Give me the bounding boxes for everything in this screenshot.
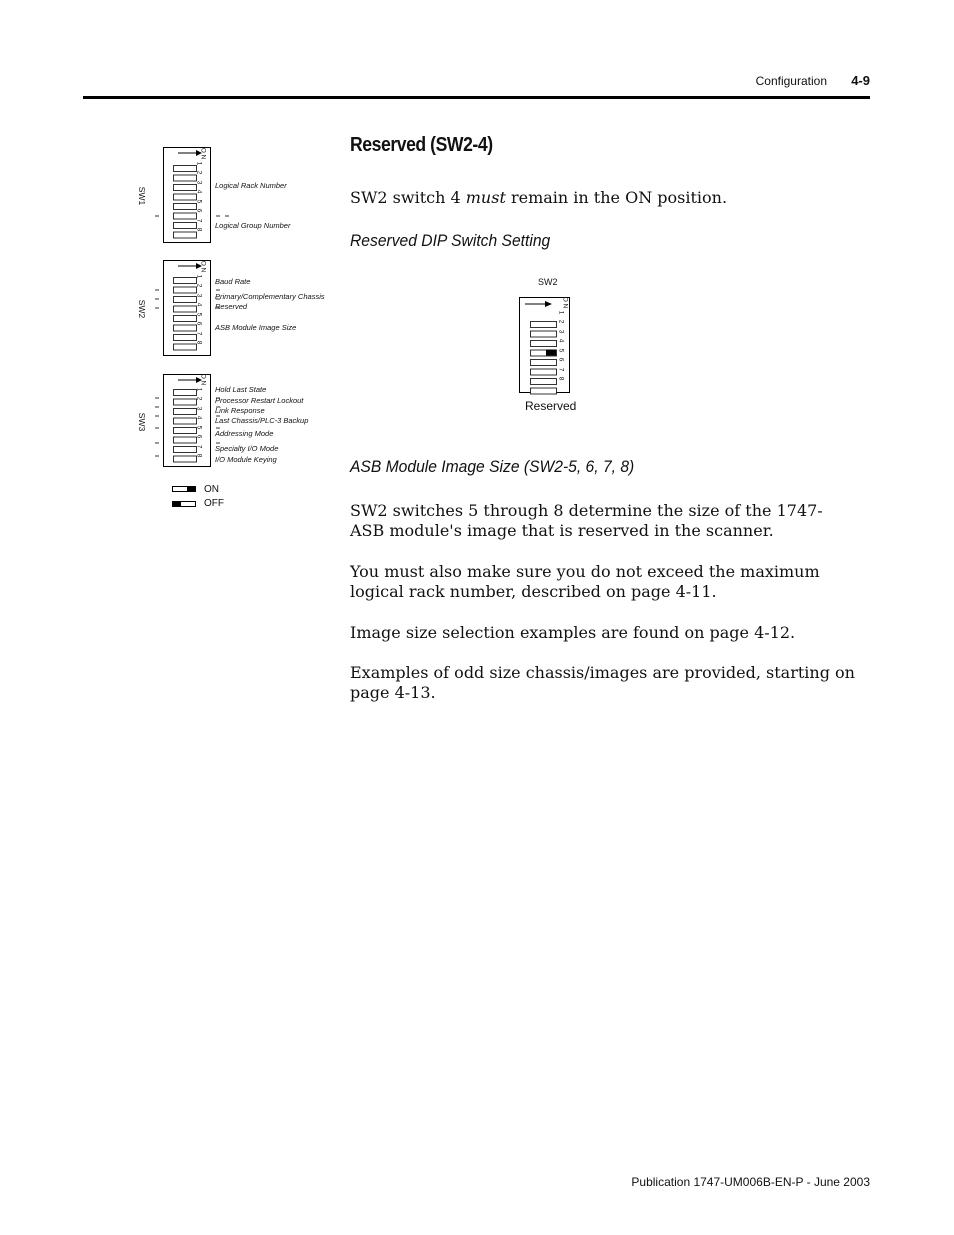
- sw2-label-reserved: Reserved: [215, 302, 248, 311]
- switch-number: 3: [195, 180, 203, 184]
- switch-slot: [174, 287, 197, 293]
- sw3-label-hold-last-state: Hold Last State: [215, 385, 267, 394]
- header-rule: [83, 96, 870, 99]
- paragraph-image-size-examples: Image size selection examples are found on page 4-12.: [350, 623, 796, 642]
- switch-number: 1: [195, 387, 203, 391]
- sw2-label-baud-rate: Baud Rate: [215, 277, 251, 286]
- switch-slot: [174, 409, 197, 415]
- page-number: 4-9: [851, 73, 870, 88]
- switch-number: 8: [195, 453, 203, 458]
- switch-number: 8: [195, 340, 203, 345]
- switch-slot: [531, 341, 557, 347]
- switch-slot: [174, 399, 197, 405]
- legend-off-label: OFF: [204, 498, 224, 509]
- switch-slot: [174, 175, 197, 181]
- switch-number: 8: [557, 376, 565, 381]
- switch-number: 5: [195, 199, 203, 203]
- switch-number: 7: [195, 444, 203, 448]
- switch-number: 2: [195, 283, 203, 288]
- sw3-label-specialty-io: Specialty I/O Mode: [215, 444, 279, 453]
- switch-slot: [174, 166, 197, 172]
- switch-number: 8: [195, 227, 203, 232]
- switch-number: 6: [195, 321, 203, 326]
- legend-off-swatch: [173, 502, 196, 507]
- sw3-label-last-chassis: Last Chassis/PLC-3 Backup: [215, 416, 309, 425]
- switch-slot: [174, 306, 197, 312]
- reserved-dip-switch-figure: [515, 295, 575, 395]
- switch-number: 4: [557, 338, 565, 343]
- switch-slot: [531, 388, 557, 394]
- switch-slot: [531, 360, 557, 366]
- switch-slot: [531, 331, 557, 337]
- switch-number: 3: [557, 329, 565, 333]
- switch-number: 4: [195, 415, 203, 420]
- sw2-label-primary-chassis: Primary/Complementary Chassis: [215, 292, 325, 301]
- switch-number: 1: [195, 161, 203, 165]
- switch-number: 3: [195, 406, 203, 410]
- sw2-name: SW2: [137, 299, 148, 319]
- switch-slot: [174, 316, 197, 322]
- paragraph-switches-5-8: SW2 switches 5 through 8 determine the size of the 1747-ASB module's image that is reserved in the scanner.: [350, 501, 823, 540]
- switch-number: 2: [195, 170, 203, 175]
- switch-slot: [174, 456, 197, 462]
- sw3-label-io-keying: I/O Module Keying: [215, 455, 277, 464]
- switch-slot: [174, 390, 197, 396]
- sw3-label-link-response: Link Response: [215, 406, 265, 415]
- switch-slot: [174, 335, 197, 341]
- sw2-switch-block: [155, 261, 220, 356]
- on-marker-text: O N: [199, 147, 207, 160]
- switch-number: 4: [195, 189, 203, 194]
- subheading-asb-image-size: ASB Module Image Size (SW2-5, 6, 7, 8): [350, 457, 635, 476]
- switch-slot: [174, 447, 197, 453]
- switch-slot: [174, 418, 197, 424]
- section-title: Reserved (SW2-4): [350, 134, 493, 156]
- paragraph-odd-size-examples: Examples of odd size chassis/images are provided, starting on page 4-13.: [350, 663, 855, 702]
- sw2-label-asb-image-size: ASB Module Image Size: [215, 323, 297, 332]
- switch-slot: [174, 223, 197, 229]
- switch-4-actuator: [546, 350, 556, 356]
- on-marker-text: O N: [199, 373, 207, 386]
- switch-slot: [174, 185, 197, 191]
- sw1-label-logical-rack: Logical Rack Number: [215, 181, 287, 190]
- fig-bottom-label-reserved: Reserved: [525, 399, 577, 413]
- switch-number: 1: [195, 274, 203, 278]
- switch-slot: [174, 232, 197, 238]
- switch-slot: [174, 204, 197, 210]
- paragraph-max-rack: You must also make sure you do not exceed the maximum logical rack number, described on page 4-11.: [350, 562, 820, 601]
- switch-slot: [174, 194, 197, 200]
- switch-slot: [174, 437, 197, 443]
- switch-number: 7: [195, 218, 203, 222]
- sw3-label-processor-restart: Processor Restart Lockout: [215, 396, 304, 405]
- switch-slot: [531, 369, 557, 375]
- figure-caption-reserved-dip: Reserved DIP Switch Setting: [350, 231, 551, 250]
- switch-number: 3: [195, 293, 203, 297]
- switch-slot: [531, 379, 557, 385]
- switch-number: 1: [557, 310, 565, 314]
- legend-on-label: ON: [204, 484, 219, 495]
- switch-slot: [174, 213, 197, 219]
- switch-slot: [174, 344, 197, 350]
- switch-number: 5: [195, 425, 203, 429]
- sw3-switch-block: [155, 375, 220, 467]
- sw1-label-logical-group: Logical Group Number: [215, 221, 291, 230]
- sw1-name: SW1: [137, 186, 148, 206]
- switch-number: 4: [195, 302, 203, 307]
- switch-slot: [174, 297, 197, 303]
- switch-slot: [174, 278, 197, 284]
- switch-slot: [174, 325, 197, 331]
- switch-number: 7: [557, 367, 565, 371]
- footer-publication: Publication 1747-UM006B-EN-P - June 2003: [631, 1175, 870, 1189]
- running-header-section: Configuration: [755, 74, 827, 88]
- switch-number: 2: [195, 396, 203, 401]
- legend-on-swatch: [173, 487, 196, 492]
- on-marker-text: O N: [561, 296, 569, 309]
- paragraph-sw2-switch4: SW2 switch 4 must remain in the ON position.: [350, 188, 728, 207]
- sw3-name: SW3: [137, 412, 148, 432]
- switch-number: 6: [195, 434, 203, 439]
- fig-sw2-label: SW2: [538, 277, 558, 287]
- switch-number: 6: [557, 357, 565, 362]
- sw3-label-addressing-mode: Addressing Mode: [215, 429, 274, 438]
- switch-slot: [531, 322, 557, 328]
- must-emphasis: must: [465, 188, 506, 207]
- switch-number: 7: [195, 331, 203, 335]
- on-marker-text: O N: [199, 260, 207, 273]
- switch-number: 6: [195, 208, 203, 213]
- switch-slot: [174, 428, 197, 434]
- switch-number: 5: [557, 348, 565, 352]
- switch-number: 5: [195, 312, 203, 316]
- switch-number: 2: [557, 319, 565, 324]
